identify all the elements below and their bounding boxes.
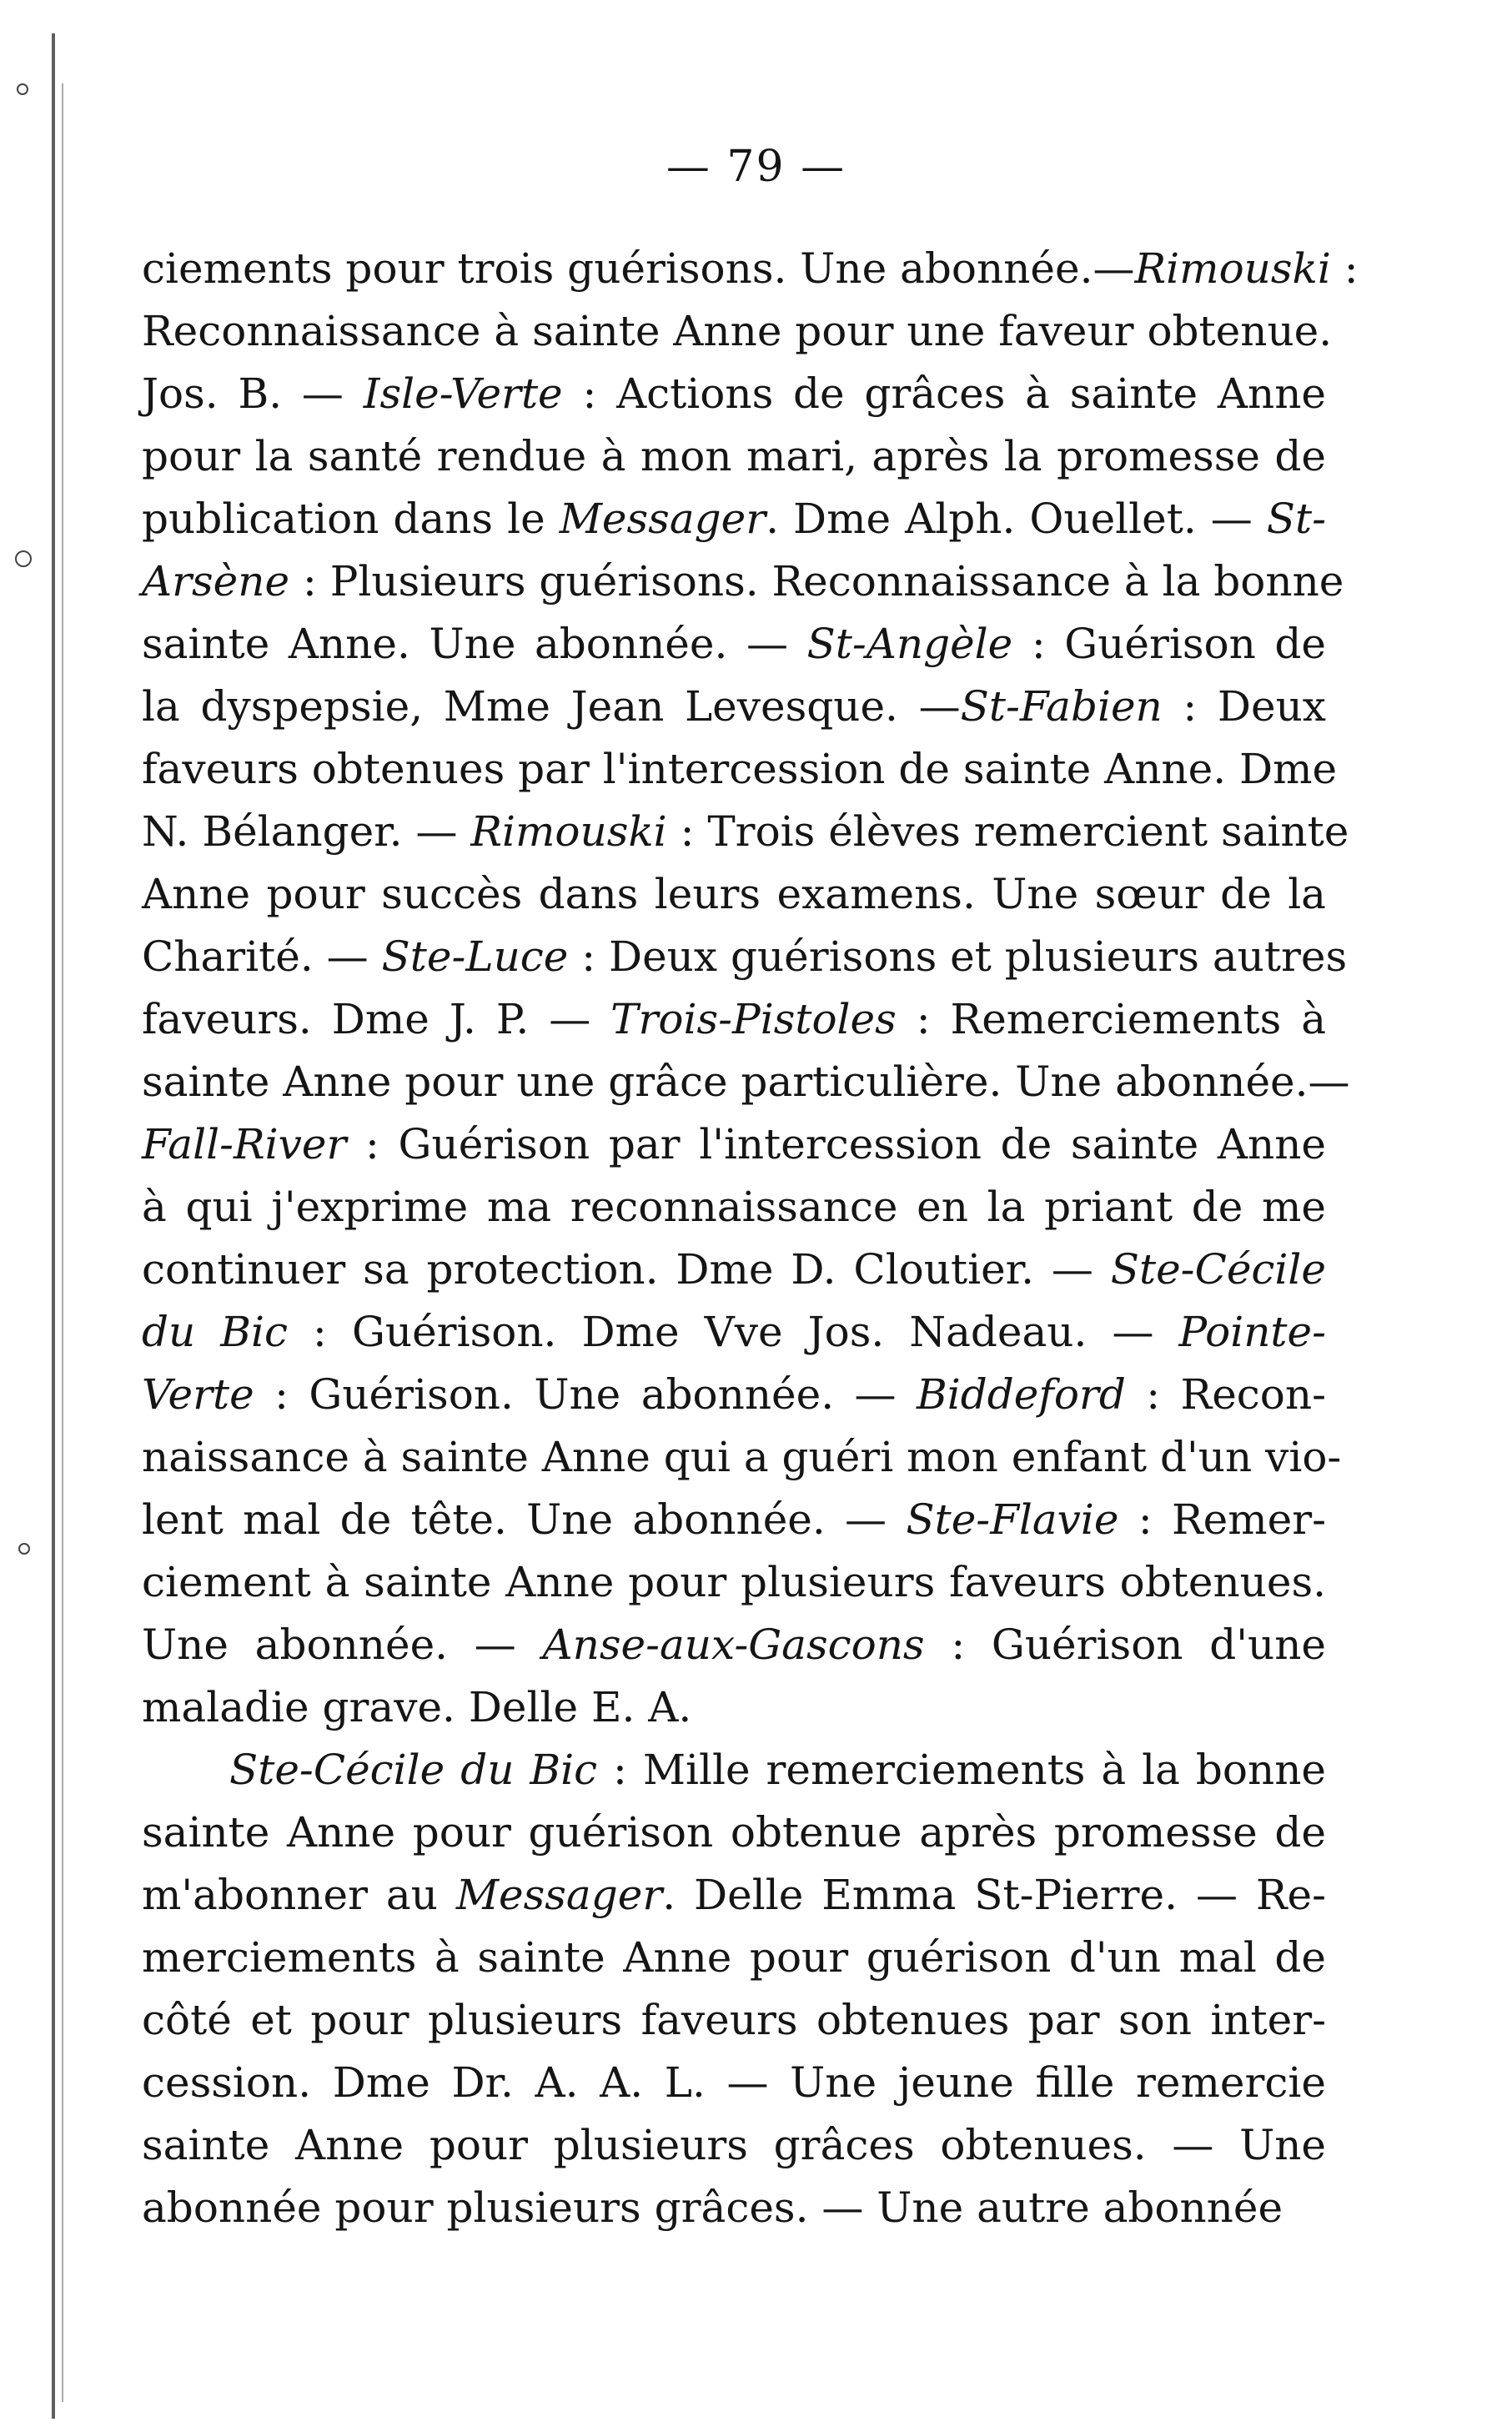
place-name: Ste-Luce bbox=[381, 932, 569, 981]
text-run: : Guérison. Dme Vve Jos. Nadeau. — bbox=[288, 1308, 1179, 1356]
text-line bbox=[142, 238, 1359, 300]
body-text bbox=[142, 238, 1359, 2239]
text-line bbox=[142, 1113, 1326, 1176]
text-run: pour la santé rendue à mon mari, après la promesse de bbox=[142, 432, 1326, 480]
text-run: sainte Anne pour une grâce particulière. Une abonnée.— bbox=[142, 1058, 1350, 1106]
place-name: Ste-Cécile bbox=[1110, 1245, 1326, 1294]
text-line bbox=[142, 2177, 1326, 2239]
text-line bbox=[142, 988, 1326, 1051]
text-line bbox=[142, 300, 1333, 363]
text-run: merciements à sainte Anne pour guérison d'un mal de bbox=[142, 1933, 1326, 1982]
text-line bbox=[142, 613, 1326, 676]
text-run: : Deux bbox=[1162, 682, 1327, 731]
text-run: Anne pour succès dans leurs examens. Une sœur de la bbox=[142, 870, 1326, 918]
place-name: St-Angèle bbox=[806, 620, 1013, 668]
text-run: sainte Anne pour plusieurs grâces obtenues. — Une bbox=[142, 2121, 1326, 2169]
text-line bbox=[142, 488, 1326, 550]
text-line bbox=[142, 1239, 1326, 1301]
text-run: maladie grave. Delle E. A. bbox=[142, 1683, 692, 1731]
text-line bbox=[142, 1301, 1326, 1364]
text-line bbox=[142, 1739, 1326, 1801]
text-line bbox=[142, 738, 1338, 801]
text-run: faveurs obtenues par l'intercession de sainte Anne. Dme bbox=[142, 745, 1338, 793]
text-run: : Remer- bbox=[1118, 1495, 1326, 1544]
place-name: Arsène bbox=[142, 557, 290, 605]
text-run: sainte Anne pour guérison obtenue après promesse de bbox=[142, 1808, 1326, 1857]
place-name: du Bic bbox=[142, 1308, 288, 1356]
text-run: ciements pour trois guérisons. Une abonnée.— bbox=[142, 244, 1135, 293]
text-run: : Plusieurs guérisons. Reconnaissance à la bonne bbox=[289, 557, 1344, 605]
text-line bbox=[142, 801, 1349, 863]
text-run: sainte Anne. Une abonnée. — bbox=[142, 620, 807, 668]
place-name: Ste-Cécile du Bic bbox=[229, 1746, 598, 1794]
text-run: Charité. — bbox=[142, 932, 382, 981]
text-run: : Remerciements à bbox=[896, 995, 1327, 1043]
place-name: Trois-Pistoles bbox=[610, 995, 897, 1043]
text-run: lent mal de tête. Une abonnée. — bbox=[142, 1495, 907, 1544]
text-run: : Guérison de bbox=[1012, 620, 1326, 668]
page-number: — 79 — bbox=[666, 142, 846, 192]
text-run: . Delle Emma St-Pierre. — Re- bbox=[662, 1871, 1326, 1919]
text-run: Une abonnée. — bbox=[142, 1621, 543, 1669]
text-run: : Deux guérisons et plusieurs autres bbox=[568, 932, 1348, 981]
text-run: : Guérison par l'intercession de sainte Anne bbox=[346, 1120, 1326, 1168]
text-line bbox=[142, 1864, 1326, 1927]
text-run: à qui j'exprime ma reconnaissance en la priant de me bbox=[142, 1183, 1326, 1231]
text-run: : Actions de grâces à sainte Anne bbox=[562, 369, 1326, 418]
text-run: Jos. B. — bbox=[142, 369, 364, 418]
text-line bbox=[142, 1426, 1342, 1489]
place-name: St-Fabien bbox=[960, 682, 1163, 731]
text-run: côté et pour plusieurs faveurs obtenues par son inter- bbox=[142, 1996, 1326, 2044]
place-name: Rimouski bbox=[470, 807, 667, 856]
text-run: N. Bélanger. — bbox=[142, 807, 471, 856]
scan-speck bbox=[17, 83, 28, 95]
place-name: Fall-River bbox=[142, 1120, 347, 1168]
text-line bbox=[142, 1364, 1326, 1426]
text-run: m'abonner au bbox=[142, 1871, 456, 1919]
text-line bbox=[142, 1676, 1326, 1739]
text-line bbox=[142, 926, 1348, 988]
text-run: : Guérison d'une bbox=[924, 1621, 1326, 1669]
binding-rule-thin bbox=[62, 83, 63, 2402]
text-line bbox=[142, 425, 1326, 488]
text-line bbox=[142, 2114, 1326, 2177]
text-line bbox=[142, 1801, 1326, 1864]
text-run: : Trois élèves remercient sainte bbox=[666, 807, 1349, 856]
place-name: Rimouski bbox=[1134, 244, 1331, 293]
text-line bbox=[142, 1551, 1326, 1614]
binding-rule bbox=[52, 33, 55, 2419]
text-line bbox=[142, 1927, 1326, 1989]
text-run: Reconnaissance à sainte Anne pour une faveur obtenue. bbox=[142, 307, 1333, 355]
text-line bbox=[142, 1489, 1326, 1551]
text-line bbox=[142, 863, 1326, 926]
scan-speck bbox=[15, 550, 32, 567]
text-run: publication dans le bbox=[142, 495, 560, 543]
text-run: naissance à sainte Anne qui a guéri mon enfant d'un vio- bbox=[142, 1433, 1342, 1481]
place-name: Anse-aux-Gascons bbox=[542, 1621, 925, 1669]
text-run: la dyspepsie, Mme Jean Levesque. — bbox=[142, 682, 961, 731]
text-run: . Dme Alph. Ouellet. — bbox=[766, 495, 1267, 543]
text-run: abonnée pour plusieurs grâces. — Une autre abonnée bbox=[142, 2183, 1283, 2232]
place-name: St- bbox=[1266, 495, 1327, 543]
text-run: ciement à sainte Anne pour plusieurs faveurs obtenues. bbox=[142, 1558, 1326, 1606]
text-line bbox=[142, 550, 1344, 613]
text-line bbox=[142, 1176, 1326, 1239]
text-line bbox=[142, 363, 1326, 425]
place-name: Verte bbox=[142, 1370, 254, 1419]
text-run: continuer sa protection. Dme D. Cloutier. — bbox=[142, 1245, 1111, 1294]
text-line bbox=[142, 2052, 1326, 2114]
place-name: Biddeford bbox=[916, 1370, 1126, 1419]
place-name: Ste-Flavie bbox=[906, 1495, 1119, 1544]
text-run: : Mille remerciements à la bonne bbox=[597, 1746, 1326, 1794]
text-line bbox=[142, 1989, 1326, 2052]
place-name: Messager bbox=[559, 495, 766, 543]
text-run: : Recon- bbox=[1125, 1370, 1326, 1419]
text-run: cession. Dme Dr. A. A. L. — Une jeune fille remercie bbox=[142, 2058, 1326, 2107]
text-line bbox=[142, 1051, 1350, 1113]
scanned-binding-margin bbox=[15, 33, 73, 2419]
text-line bbox=[142, 1614, 1326, 1676]
place-name: Pointe- bbox=[1178, 1308, 1326, 1356]
place-name: Isle-Verte bbox=[363, 369, 563, 418]
text-run: : Guérison. Une abonnée. — bbox=[254, 1370, 917, 1419]
scan-speck bbox=[18, 1543, 30, 1555]
text-run: faveurs. Dme J. P. — bbox=[142, 995, 611, 1043]
text-line bbox=[142, 676, 1326, 738]
place-name: Messager bbox=[455, 1871, 663, 1919]
text-run: : bbox=[1330, 244, 1359, 293]
